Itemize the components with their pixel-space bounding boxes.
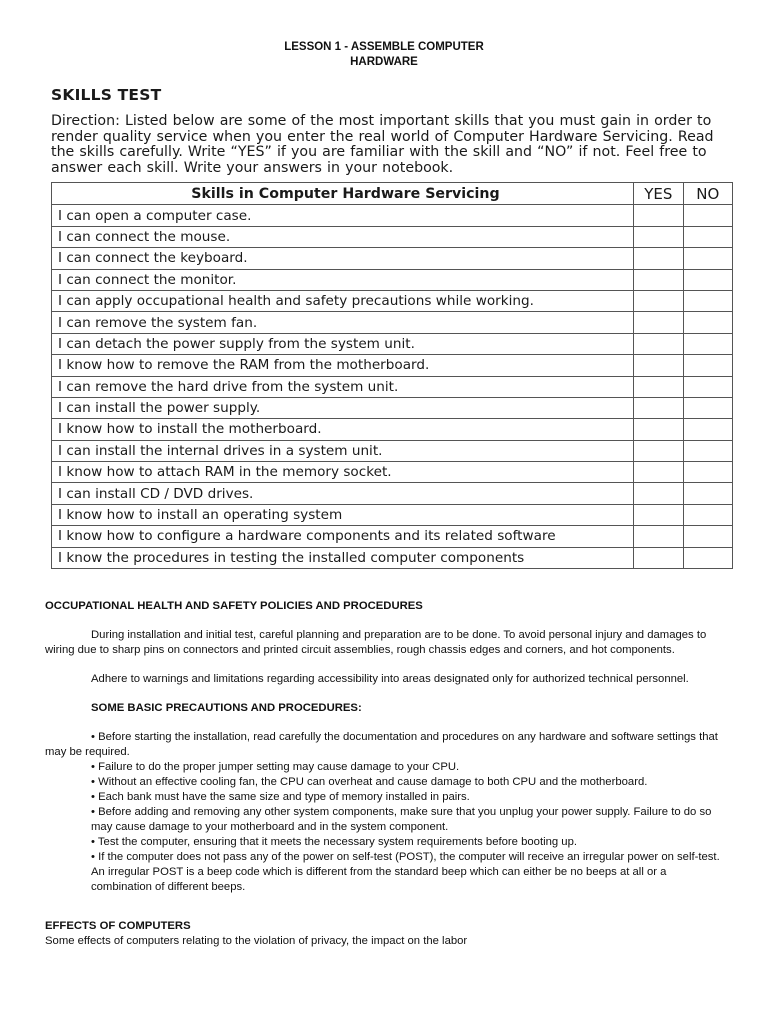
skills-test-direction: Direction: Listed below are some of the most important skills that you must gain in order to render quality service when you enter the real world of Computer Hardware Servicing. Read the skills carefully. Write “YES” if you are familiar with the skill and “NO” if not. Feel free to answer each skill. Write your answers in your notebook.: [51, 113, 714, 176]
precaution-item: • Without an effective cooling fan, the CPU can overheat and cause damage to both CPU and the motherboard.: [91, 776, 648, 788]
skill-cell: I can open a computer case.: [52, 205, 634, 226]
effects-text: Some effects of computers relating to the violation of privacy, the impact on the labor: [45, 935, 468, 947]
skills-table-row: [52, 269, 733, 290]
skill-cell: I know how to remove the RAM from the motherboard.: [52, 355, 634, 376]
yes-answer-cell: [633, 248, 683, 269]
no-answer-cell: [683, 462, 732, 483]
skill-cell: I can remove the system fan.: [52, 312, 634, 333]
skills-table-row: [52, 290, 733, 311]
lesson-title-line2: HARDWARE: [350, 56, 418, 68]
yes-answer-cell: [633, 269, 683, 290]
precaution-item: • If the computer does not pass any of the power on self-test (POST), the computer will receive an irregular power on self-test. An irregular POST is a beep code which is different from the standard beep which can either be no beeps at all or a combination of different beeps.: [91, 851, 720, 893]
no-answer-cell: [683, 526, 732, 547]
yes-answer-cell: [633, 419, 683, 440]
skills-test-section: [48, 82, 736, 569]
skills-table-row: [52, 312, 733, 333]
yes-answer-cell: [633, 547, 683, 568]
yes-answer-cell: [633, 355, 683, 376]
skill-cell: I can detach the power supply from the system unit.: [52, 333, 634, 354]
precaution-item: • Each bank must have the same size and type of memory installed in pairs.: [91, 791, 470, 803]
no-answer-cell: [683, 483, 732, 504]
yes-answer-cell: [633, 397, 683, 418]
yes-answer-cell: [633, 483, 683, 504]
skills-column-header: Skills in Computer Hardware Servicing: [52, 183, 634, 205]
no-answer-cell: [683, 419, 732, 440]
yes-answer-cell: [633, 333, 683, 354]
precaution-item: • Failure to do the proper jumper setting may cause damage to your CPU.: [91, 761, 460, 773]
ohs-paragraph-2: Adhere to warnings and limitations regarding accessibility into areas designated only for authorized technical personnel.: [91, 673, 689, 685]
no-answer-cell: [683, 376, 732, 397]
skills-table-row: [52, 419, 733, 440]
no-answer-cell: [683, 547, 732, 568]
skill-cell: I know how to install the motherboard.: [52, 419, 634, 440]
skills-table: [51, 182, 733, 569]
skills-table-row: [52, 376, 733, 397]
precaution-item: • Before adding and removing any other system components, make sure that you unplug your power supply. Failure to do so may cause damage to your motherboard and in the system component.: [91, 806, 712, 833]
no-answer-cell: [683, 226, 732, 247]
precaution-item: • Test the computer, ensuring that it meets the necessary system requirements before booting up.: [91, 836, 578, 848]
yes-answer-cell: [633, 440, 683, 461]
effects-heading: EFFECTS OF COMPUTERS: [45, 920, 191, 932]
yes-answer-cell: [633, 526, 683, 547]
ohs-paragraph-1: During installation and initial test, careful planning and preparation are to be done. To avoid personal injury and damages to wiring due to sharp pins on connectors and printed circuit assemblies, rough chassis edges and corners, and hot components.: [45, 629, 707, 656]
skill-cell: I know the procedures in testing the installed computer components: [52, 547, 634, 568]
skills-table-row: [52, 504, 733, 525]
lesson-title-line1: LESSON 1 - ASSEMBLE COMPUTER: [284, 41, 484, 53]
skill-cell: I know how to attach RAM in the memory socket.: [52, 462, 634, 483]
no-answer-cell: [683, 504, 732, 525]
skill-cell: I can install the internal drives in a system unit.: [52, 440, 634, 461]
precaution-item: • Before starting the installation, read carefully the documentation and procedures on any hardware and software settings that may be required.: [45, 731, 718, 758]
skills-table-row: [52, 333, 733, 354]
yes-answer-cell: [633, 290, 683, 311]
no-answer-cell: [683, 333, 732, 354]
no-answer-cell: [683, 290, 732, 311]
no-answer-cell: [683, 269, 732, 290]
skills-table-row: [52, 462, 733, 483]
skill-cell: I can connect the monitor.: [52, 269, 634, 290]
skills-table-row: [52, 397, 733, 418]
no-answer-cell: [683, 248, 732, 269]
skill-cell: I know how to configure a hardware components and its related software: [52, 526, 634, 547]
skills-test-heading: SKILLS TEST: [51, 86, 162, 104]
skills-table-row: [52, 483, 733, 504]
skills-table-body: [52, 205, 733, 569]
skill-cell: I can connect the mouse.: [52, 226, 634, 247]
skill-cell: I can apply occupational health and safety precautions while working.: [52, 290, 634, 311]
ohs-heading: OCCUPATIONAL HEALTH AND SAFETY POLICIES AND PROCEDURES: [45, 600, 423, 612]
yes-answer-cell: [633, 376, 683, 397]
skills-table-row: [52, 547, 733, 568]
skills-table-header-row: [52, 183, 733, 205]
no-answer-cell: [683, 205, 732, 226]
no-answer-cell: [683, 355, 732, 376]
no-answer-cell: [683, 397, 732, 418]
skills-table-row: [52, 226, 733, 247]
skill-cell: I can install CD / DVD drives.: [52, 483, 634, 504]
skills-table-row: [52, 205, 733, 226]
skills-table-row: [52, 440, 733, 461]
skill-cell: I can connect the keyboard.: [52, 248, 634, 269]
yes-answer-cell: [633, 462, 683, 483]
precautions-list: [45, 730, 725, 895]
skills-table-row: [52, 526, 733, 547]
yes-answer-cell: [633, 226, 683, 247]
ohs-section: [45, 599, 725, 949]
yes-answer-cell: [633, 205, 683, 226]
no-column-header: NO: [683, 183, 732, 205]
precautions-subheading: SOME BASIC PRECAUTIONS AND PROCEDURES:: [91, 702, 362, 714]
yes-answer-cell: [633, 504, 683, 525]
skills-table-row: [52, 248, 733, 269]
skills-table-row: [52, 355, 733, 376]
no-answer-cell: [683, 312, 732, 333]
skill-cell: I can install the power supply.: [52, 397, 634, 418]
no-answer-cell: [683, 440, 732, 461]
yes-column-header: YES: [633, 183, 683, 205]
skill-cell: I can remove the hard drive from the system unit.: [52, 376, 634, 397]
skill-cell: I know how to install an operating system: [52, 504, 634, 525]
yes-answer-cell: [633, 312, 683, 333]
